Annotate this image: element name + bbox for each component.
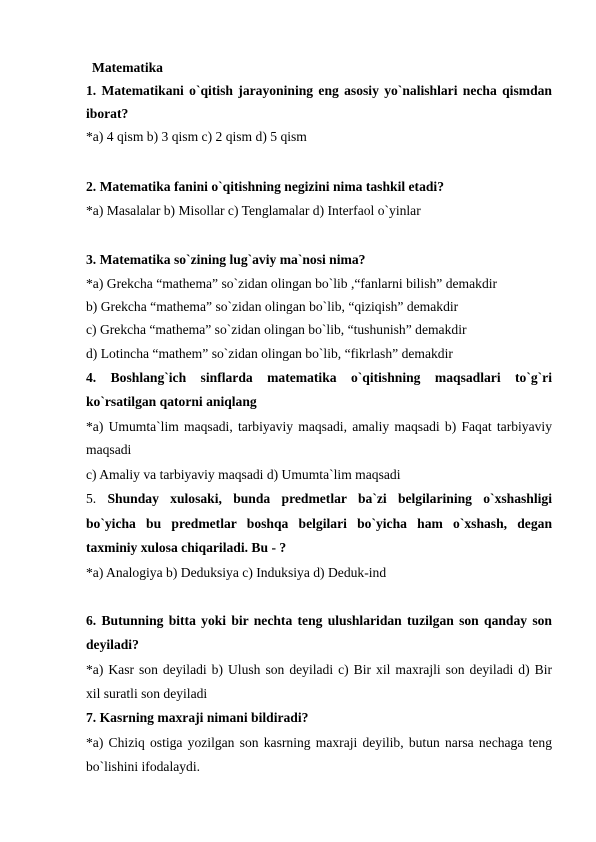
page-title: Matematika xyxy=(92,60,163,75)
question-4-answers-line-2: maqsadi xyxy=(86,442,132,457)
question-4-answers-line-3: c) Amaliy va tarbiyaviy maqsadi d) Umumta`lim maqsadi xyxy=(86,467,401,482)
question-7-answers-line-2: bo`lishini ifodalaydi. xyxy=(86,759,201,774)
question-1-answers: *a) 4 qism b) 3 qism c) 2 qism d) 5 qism xyxy=(86,129,307,144)
question-6-line-1: 6. Butunning bitta yoki bir nechta teng ulushlaridan tuzilgan son qanday son xyxy=(86,613,552,628)
question-4-line-2: ko`rsatilgan qatorni aniqlang xyxy=(86,394,257,409)
question-4-answers-line-1: *a) Umumta`lim maqsadi, tarbiyaviy maqsadi, amaliy maqsadi b) Faqat tarbiyaviy xyxy=(86,419,552,434)
question-1-line-1: 1. Matematikani o`qitish jarayonining eng asosiy yo`nalishlari necha qismdan xyxy=(86,83,552,98)
question-2: 2. Matematika fanini o`qitishning negizini nima tashkil etadi? xyxy=(86,179,445,194)
question-3: 3. Matematika so`zining lug`aviy ma`nosi nima? xyxy=(86,252,366,267)
question-5-line-1 xyxy=(86,491,552,507)
question-3-answer-b: b) Grekcha “mathema” so`zidan olingan bo`lib, “qiziqish” demakdir xyxy=(86,299,459,314)
question-5-answers: *a) Analogiya b) Deduksiya c) Induksiya d) Deduk-ind xyxy=(86,565,387,580)
question-5-number: 5. xyxy=(86,491,97,506)
question-3-answer-a: *a) Grekcha “mathema” so`zidan olingan bo`lib ,“fanlarni bilish” demakdir xyxy=(86,276,498,291)
question-6-answers-line-2: xil suratli son deyiladi xyxy=(86,686,208,701)
question-7-answers-line-1: *a) Chiziq ostiga yozilgan son kasrning maxraji deyilib, butun narsa nechaga teng xyxy=(86,735,552,750)
question-5-line-3: taxminiy xulosa chiqariladi. Bu - ? xyxy=(86,540,287,555)
question-5-text-line-1: Shunday xulosaki, bunda predmetlar ba`zi belgilarining o`xshashligi xyxy=(107,491,552,506)
question-5-line-2: bo`yicha bu predmetlar boshqa belgilari bo`yicha ham o`xshash, degan xyxy=(86,516,552,531)
question-2-answers: *a) Masalalar b) Misollar c) Tenglamalar d) Interfaol o`yinlar xyxy=(86,203,421,218)
question-4-line-1: 4. Boshlang`ich sinflarda matematika o`qitishning maqsadlari to`g`ri xyxy=(86,370,552,385)
question-3-answer-d: d) Lotincha “mathem” so`zidan olingan bo`lib, “fikrlash” demakdir xyxy=(86,346,453,361)
question-1-line-2: iborat? xyxy=(86,106,129,121)
question-7: 7. Kasrning maxraji nimani bildiradi? xyxy=(86,710,309,725)
question-6-answers-line-1: *a) Kasr son deyiladi b) Ulush son deyiladi c) Bir xil maxrajli son deyiladi d) Bir xyxy=(86,662,552,677)
question-6-line-2: deyiladi? xyxy=(86,637,139,652)
question-3-answer-c: c) Grekcha “mathema” so`zidan olingan bo`lib, “tushunish” demakdir xyxy=(86,322,467,337)
